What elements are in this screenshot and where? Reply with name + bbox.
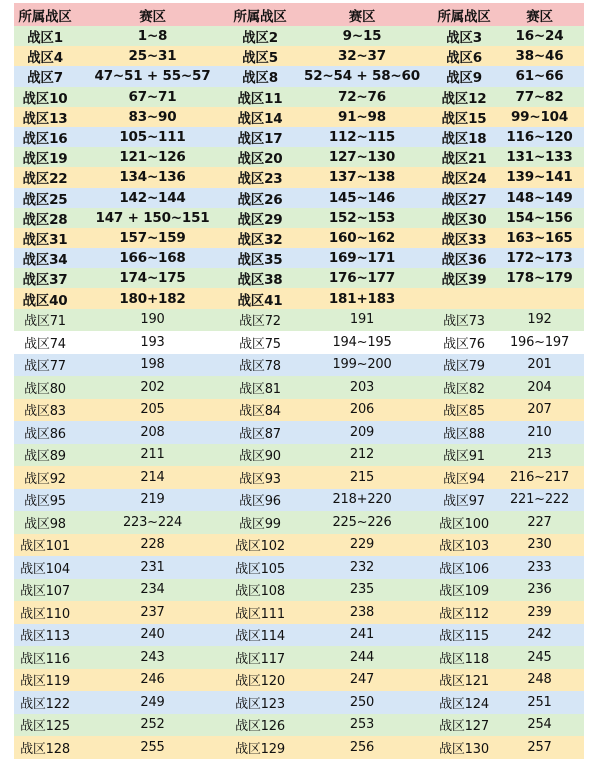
region-cell: 249: [76, 691, 229, 714]
zone-cell: 战区101: [14, 534, 76, 557]
region-cell: 127~130: [291, 147, 433, 167]
table-row: [14, 208, 584, 228]
zone-cell: 战区81: [229, 376, 291, 399]
zone-cell: 战区114: [229, 624, 291, 647]
region-cell: 237: [76, 601, 229, 624]
zone-cell: 战区5: [229, 46, 291, 66]
region-cell: 253: [291, 714, 433, 737]
region-cell: 105~111: [76, 127, 229, 147]
zone-cell: 战区126: [229, 714, 291, 737]
region-cell: 228: [76, 534, 229, 557]
zone-cell: 战区76: [433, 331, 495, 354]
region-cell: 218+220: [291, 489, 433, 512]
region-cell: 244: [291, 646, 433, 669]
zone-cell: 战区100: [433, 511, 495, 534]
zone-cell: 战区22: [14, 167, 76, 187]
zone-cell: 战区28: [14, 208, 76, 228]
zone-cell: 战区111: [229, 601, 291, 624]
zone-cell: 战区7: [14, 66, 76, 86]
zone-cell: 战区36: [433, 248, 495, 268]
zone-cell: 战区38: [229, 268, 291, 288]
zone-cell: 战区41: [229, 288, 291, 308]
region-cell: 239: [495, 601, 584, 624]
zone-cell: 战区123: [229, 691, 291, 714]
zone-cell: 战区16: [14, 127, 76, 147]
zone-cell: 战区97: [433, 489, 495, 512]
region-cell: 176~177: [291, 268, 433, 288]
table-row: [14, 46, 584, 66]
region-cell: 257: [495, 736, 584, 759]
region-cell: 236: [495, 579, 584, 602]
table-row: [14, 167, 584, 187]
zone-cell: 战区4: [14, 46, 76, 66]
region-cell: 205: [76, 399, 229, 422]
table-row: [14, 87, 584, 107]
region-cell: 212: [291, 444, 433, 467]
region-cell: 52~54 + 58~60: [291, 66, 433, 86]
zone-cell: 战区127: [433, 714, 495, 737]
region-cell: 216~217: [495, 466, 584, 489]
zone-cell: 战区18: [433, 127, 495, 147]
table-row: [14, 331, 584, 354]
region-cell: 242: [495, 624, 584, 647]
region-cell: 91~98: [291, 107, 433, 127]
region-cell: 166~168: [76, 248, 229, 268]
region-cell: 232: [291, 556, 433, 579]
zone-cell: 战区79: [433, 354, 495, 377]
table-row: [14, 354, 584, 377]
zone-cell: 战区124: [433, 691, 495, 714]
zone-cell: 战区107: [14, 579, 76, 602]
region-cell: 254: [495, 714, 584, 737]
region-cell: 235: [291, 579, 433, 602]
region-cell: 206: [291, 399, 433, 422]
zone-cell: 战区12: [433, 87, 495, 107]
region-cell: 47~51 + 55~57: [76, 66, 229, 86]
region-cell: 233: [495, 556, 584, 579]
header-zone-2: 所属战区: [229, 3, 291, 26]
zone-cell: 战区35: [229, 248, 291, 268]
zone-cell: 战区119: [14, 669, 76, 692]
zone-cell: 战区73: [433, 309, 495, 332]
region-cell: 154~156: [495, 208, 584, 228]
region-cell: 196~197: [495, 331, 584, 354]
region-cell: 178~179: [495, 268, 584, 288]
region-cell: 83~90: [76, 107, 229, 127]
table-row: [14, 714, 584, 737]
zone-cell: 战区94: [433, 466, 495, 489]
zone-cell: 战区20: [229, 147, 291, 167]
region-cell: 112~115: [291, 127, 433, 147]
zone-cell: 战区90: [229, 444, 291, 467]
region-cell: 247: [291, 669, 433, 692]
zone-cell: 战区91: [433, 444, 495, 467]
region-cell: 227: [495, 511, 584, 534]
region-cell: 116~120: [495, 127, 584, 147]
zone-cell: 战区96: [229, 489, 291, 512]
table-row: [14, 188, 584, 208]
zone-cell: 战区110: [14, 601, 76, 624]
zone-cell: 战区112: [433, 601, 495, 624]
zone-cell: 战区115: [433, 624, 495, 647]
region-cell: 209: [291, 421, 433, 444]
zone-cell: 战区129: [229, 736, 291, 759]
region-cell: 61~66: [495, 66, 584, 86]
region-cell: 248: [495, 669, 584, 692]
table-row: [14, 736, 584, 759]
zone-cell: 战区21: [433, 147, 495, 167]
region-cell: 191: [291, 309, 433, 332]
region-cell: 148~149: [495, 188, 584, 208]
table-row: [14, 376, 584, 399]
zone-cell: 战区103: [433, 534, 495, 557]
zone-cell: 战区113: [14, 624, 76, 647]
zone-cell: 战区3: [433, 26, 495, 46]
table-body: [14, 26, 584, 759]
table-row: [14, 421, 584, 444]
region-cell: 221~222: [495, 489, 584, 512]
region-cell: 145~146: [291, 188, 433, 208]
region-cell: 219: [76, 489, 229, 512]
zone-cell: 战区95: [14, 489, 76, 512]
region-cell: 181+183: [291, 288, 433, 308]
table-row: [14, 444, 584, 467]
table-row: [14, 511, 584, 534]
region-cell: 246: [76, 669, 229, 692]
region-cell: 32~37: [291, 46, 433, 66]
table-row: [14, 669, 584, 692]
zone-cell: 战区116: [14, 646, 76, 669]
header-region-2: 赛区: [291, 3, 433, 26]
region-cell: 225~226: [291, 511, 433, 534]
region-cell: 99~104: [495, 107, 584, 127]
zone-cell: 战区86: [14, 421, 76, 444]
region-cell: 199~200: [291, 354, 433, 377]
region-cell: 147 + 150~151: [76, 208, 229, 228]
region-cell: 251: [495, 691, 584, 714]
zone-cell: 战区26: [229, 188, 291, 208]
region-cell: 203: [291, 376, 433, 399]
zone-cell: 战区37: [14, 268, 76, 288]
region-cell: 169~171: [291, 248, 433, 268]
region-cell: 72~76: [291, 87, 433, 107]
region-cell: 137~138: [291, 167, 433, 187]
region-cell: 131~133: [495, 147, 584, 167]
table-row: [14, 624, 584, 647]
zone-cell: 战区99: [229, 511, 291, 534]
zone-cell: 战区75: [229, 331, 291, 354]
region-cell: 204: [495, 376, 584, 399]
region-cell: 213: [495, 444, 584, 467]
zone-cell: 战区11: [229, 87, 291, 107]
table-row: [14, 268, 584, 288]
zone-cell: 战区87: [229, 421, 291, 444]
zone-cell: 战区120: [229, 669, 291, 692]
region-cell: 194~195: [291, 331, 433, 354]
zone-cell: 战区39: [433, 268, 495, 288]
table-row: [14, 107, 584, 127]
table-header-row: [14, 3, 584, 26]
table-row: [14, 489, 584, 512]
zone-cell: 战区93: [229, 466, 291, 489]
region-cell: 230: [495, 534, 584, 557]
zone-cell: 战区34: [14, 248, 76, 268]
zone-cell: 战区105: [229, 556, 291, 579]
zone-cell: 战区29: [229, 208, 291, 228]
zone-cell: 战区72: [229, 309, 291, 332]
zone-cell: 战区117: [229, 646, 291, 669]
region-cell: 25~31: [76, 46, 229, 66]
region-cell: 201: [495, 354, 584, 377]
region-cell: 77~82: [495, 87, 584, 107]
header-region-3: 赛区: [495, 3, 584, 26]
region-cell: 67~71: [76, 87, 229, 107]
region-cell: 198: [76, 354, 229, 377]
zone-cell: 战区25: [14, 188, 76, 208]
zone-cell: 战区1: [14, 26, 76, 46]
region-cell: 190: [76, 309, 229, 332]
zone-cell: 战区23: [229, 167, 291, 187]
zone-cell: 战区83: [14, 399, 76, 422]
zone-cell: 战区32: [229, 228, 291, 248]
table-row: [14, 466, 584, 489]
region-cell: 152~153: [291, 208, 433, 228]
zone-cell: 战区71: [14, 309, 76, 332]
region-cell: 207: [495, 399, 584, 422]
zone-cell: 战区122: [14, 691, 76, 714]
zone-cell: 战区121: [433, 669, 495, 692]
zone-cell: 战区9: [433, 66, 495, 86]
region-cell: 157~159: [76, 228, 229, 248]
table-row: [14, 147, 584, 167]
zone-cell: [433, 288, 495, 308]
table-row: [14, 646, 584, 669]
region-cell: 163~165: [495, 228, 584, 248]
table-row: [14, 399, 584, 422]
zone-cell: 战区10: [14, 87, 76, 107]
table-row: [14, 556, 584, 579]
region-cell: 211: [76, 444, 229, 467]
region-cell: 142~144: [76, 188, 229, 208]
region-cell: 250: [291, 691, 433, 714]
zone-cell: 战区85: [433, 399, 495, 422]
zone-cell: 战区109: [433, 579, 495, 602]
table-row: [14, 127, 584, 147]
zone-cell: 战区98: [14, 511, 76, 534]
table-row: [14, 601, 584, 624]
header-region-1: 赛区: [76, 3, 229, 26]
region-cell: 238: [291, 601, 433, 624]
region-cell: 210: [495, 421, 584, 444]
header-zone-1: 所属战区: [14, 3, 76, 26]
table-row: [14, 579, 584, 602]
region-cell: 245: [495, 646, 584, 669]
region-cell: 134~136: [76, 167, 229, 187]
region-cell: 243: [76, 646, 229, 669]
zone-cell: 战区125: [14, 714, 76, 737]
table-row: [14, 228, 584, 248]
region-cell: 252: [76, 714, 229, 737]
region-cell: [495, 288, 584, 308]
zone-cell: 战区6: [433, 46, 495, 66]
region-cell: 121~126: [76, 147, 229, 167]
region-cell: 255: [76, 736, 229, 759]
zone-cell: 战区104: [14, 556, 76, 579]
region-cell: 160~162: [291, 228, 433, 248]
zone-cell: 战区17: [229, 127, 291, 147]
zone-cell: 战区82: [433, 376, 495, 399]
zone-cell: 战区92: [14, 466, 76, 489]
table-row: [14, 691, 584, 714]
zone-cell: 战区84: [229, 399, 291, 422]
region-cell: 174~175: [76, 268, 229, 288]
table-row: [14, 248, 584, 268]
region-cell: 208: [76, 421, 229, 444]
zone-cell: 战区19: [14, 147, 76, 167]
zone-cell: 战区118: [433, 646, 495, 669]
region-cell: 1~8: [76, 26, 229, 46]
zone-cell: 战区130: [433, 736, 495, 759]
table-row: [14, 288, 584, 308]
region-cell: 214: [76, 466, 229, 489]
region-cell: 193: [76, 331, 229, 354]
zone-cell: 战区88: [433, 421, 495, 444]
zone-cell: 战区89: [14, 444, 76, 467]
region-cell: 223~224: [76, 511, 229, 534]
table-row: [14, 66, 584, 86]
region-cell: 139~141: [495, 167, 584, 187]
region-cell: 180+182: [76, 288, 229, 308]
region-cell: 172~173: [495, 248, 584, 268]
zone-cell: 战区106: [433, 556, 495, 579]
zone-cell: 战区80: [14, 376, 76, 399]
zone-cell: 战区74: [14, 331, 76, 354]
zone-cell: 战区30: [433, 208, 495, 228]
zone-cell: 战区8: [229, 66, 291, 86]
zone-cell: 战区2: [229, 26, 291, 46]
zone-cell: 战区78: [229, 354, 291, 377]
zone-cell: 战区24: [433, 167, 495, 187]
region-cell: 202: [76, 376, 229, 399]
header-zone-3: 所属战区: [433, 3, 495, 26]
region-cell: 38~46: [495, 46, 584, 66]
region-cell: 192: [495, 309, 584, 332]
region-cell: 229: [291, 534, 433, 557]
zone-cell: 战区128: [14, 736, 76, 759]
zone-cell: 战区14: [229, 107, 291, 127]
zone-cell: 战区15: [433, 107, 495, 127]
zone-cell: 战区40: [14, 288, 76, 308]
zone-cell: 战区33: [433, 228, 495, 248]
region-cell: 234: [76, 579, 229, 602]
zone-cell: 战区102: [229, 534, 291, 557]
region-cell: 240: [76, 624, 229, 647]
zone-cell: 战区77: [14, 354, 76, 377]
table-row: [14, 26, 584, 46]
table-row: [14, 534, 584, 557]
zone-cell: 战区27: [433, 188, 495, 208]
region-cell: 16~24: [495, 26, 584, 46]
zone-cell: 战区31: [14, 228, 76, 248]
region-cell: 231: [76, 556, 229, 579]
zone-cell: 战区108: [229, 579, 291, 602]
region-cell: 215: [291, 466, 433, 489]
region-cell: 241: [291, 624, 433, 647]
region-cell: 256: [291, 736, 433, 759]
region-cell: 9~15: [291, 26, 433, 46]
zone-assignment-table: [14, 3, 584, 759]
zone-cell: 战区13: [14, 107, 76, 127]
table-row: [14, 309, 584, 332]
